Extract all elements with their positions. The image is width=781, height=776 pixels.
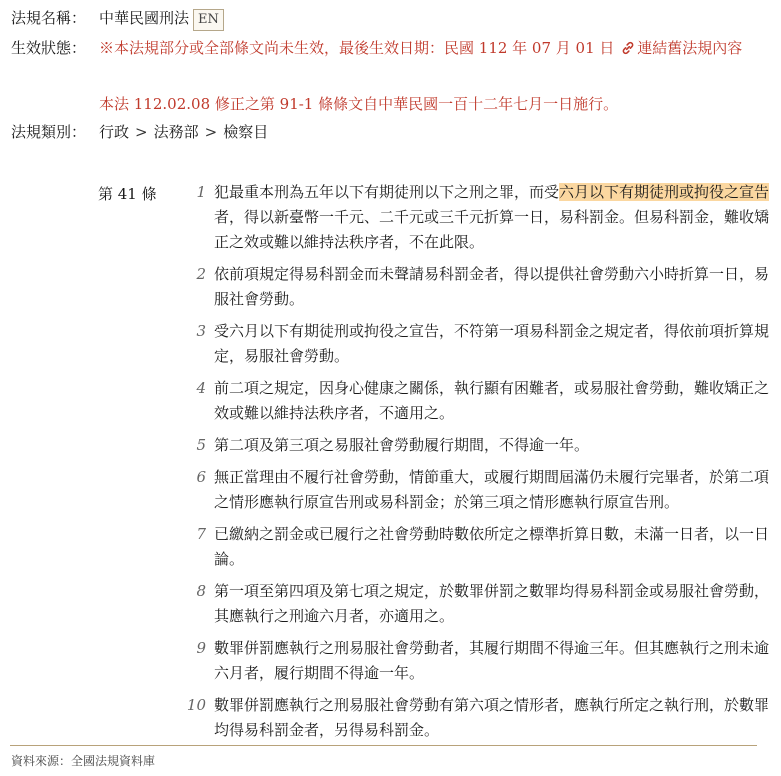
paragraph-text-segment: 第二項及第三項之易服社會勞動履行期間，不得逾一年。 — [214, 436, 590, 454]
paragraph-text — [210, 433, 772, 458]
breadcrumb — [99, 120, 268, 144]
paragraph-text — [210, 522, 772, 572]
footer-divider — [10, 745, 757, 746]
category-label: 法規類別： — [11, 123, 87, 141]
link-icon — [621, 41, 635, 55]
paragraph-text — [210, 376, 772, 426]
article-number: 第 41 條 — [98, 185, 157, 203]
law-name-row — [11, 6, 224, 31]
paragraph-number: 2 — [196, 265, 206, 283]
article-paragraph — [172, 636, 772, 686]
breadcrumb-item[interactable]: 法務部 — [153, 123, 199, 141]
category-row — [11, 120, 268, 144]
article-paragraph — [172, 522, 772, 572]
paragraph-text-segment: 已繳納之罰金或已履行之社會勞動時數依所定之標準折算日數，未滿一日者，以一日論。 — [214, 525, 770, 568]
paragraph-number: 1 — [196, 183, 206, 201]
paragraph-number: 10 — [186, 696, 206, 714]
paragraph-text-segment: 無正當理由不履行社會勞動，情節重大，或履行期間屆滿仍未履行完畢者，於第二項之情形應執行原宣告刑或易科罰金；於第三項之情形應執行原宣告刑。 — [214, 468, 770, 511]
status-row — [11, 36, 759, 60]
paragraph-text-segment: 數罪併罰應執行之刑易服社會勞動有第六項之情形者，應執行所定之執行刑，於數罪均得易科罰金者，另得易科罰金。 — [214, 696, 770, 739]
paragraph-number: 8 — [196, 582, 206, 600]
article-paragraph — [172, 319, 772, 369]
article-paragraph — [172, 180, 772, 255]
paragraph-number: 9 — [196, 639, 206, 657]
paragraph-text — [210, 180, 772, 255]
status-value — [99, 36, 759, 60]
paragraph-number: 4 — [196, 379, 206, 397]
footer-source: 資料來源：全國法規資料庫 — [11, 754, 156, 768]
status-label: 生效狀態： — [11, 39, 87, 57]
breadcrumb-item[interactable]: 行政 — [99, 123, 130, 141]
paragraph-text — [210, 636, 772, 686]
breadcrumb-separator: > — [204, 123, 218, 141]
old-law-link[interactable]: 連結舊法規內容 — [637, 39, 743, 57]
paragraph-number: 6 — [196, 468, 206, 486]
status-text: ※本法規部分或全部條文尚未生效，最後生效日期：民國 112 年 07 月 01 日 — [99, 39, 615, 57]
law-name-label: 法規名稱： — [11, 9, 87, 27]
paragraph-text — [210, 262, 772, 312]
article-paragraph — [172, 262, 772, 312]
article-paragraph — [172, 465, 772, 515]
article-paragraph — [172, 693, 772, 743]
paragraph-text-segment: 犯最重本刑為五年以下有期徒刑以下之刑之罪，而受 — [214, 183, 560, 201]
article-paragraphs — [172, 180, 772, 750]
article-paragraph — [172, 376, 772, 426]
paragraph-text — [210, 579, 772, 629]
breadcrumb-separator: > — [135, 123, 148, 141]
paragraph-number: 7 — [196, 525, 206, 543]
paragraph-text-segment: 依前項規定得易科罰金而未聲請易科罰金者，得以提供社會勞動六小時折算一日，易服社會勞動。 — [214, 265, 770, 308]
amendment-note: 本法 112.02.08 修正之第 91-1 條條文自中華民國一百十二年七月一日施行。 — [99, 95, 619, 113]
paragraph-number: 5 — [196, 436, 206, 454]
paragraph-text-segment: 數罪併罰應執行之刑易服社會勞動者，其履行期間不得逾三年。但其應執行之刑未逾六月者，履行期間不得逾一年。 — [214, 639, 770, 682]
highlighted-text: 六月以下有期徒刑或拘役之宣告 — [559, 183, 770, 201]
paragraph-text — [210, 465, 772, 515]
breadcrumb-item[interactable]: 檢察目 — [223, 123, 269, 141]
paragraph-number: 3 — [196, 322, 206, 340]
paragraph-text-segment: 前二項之規定，因身心健康之關係，執行顯有困難者，或易服社會勞動，難收矯正之效或難以維持法秩序者，不適用之。 — [214, 379, 770, 422]
article-paragraph — [172, 579, 772, 629]
paragraph-text — [210, 319, 772, 369]
law-name: 中華民國刑法 — [99, 9, 190, 27]
english-version-button[interactable]: EN — [193, 9, 224, 31]
paragraph-text-segment: 第一項至第四項及第七項之規定，於數罪併罰之數罪均得易科罰金或易服社會勞動，其應執行之刑逾六月者，亦適用之。 — [214, 582, 770, 625]
article-paragraph — [172, 433, 772, 458]
paragraph-text-segment: 者，得以新臺幣一千元、二千元或三千元折算一日，易科罰金。但易科罰金，難收矯正之效或難以維持法秩序者，不在此限。 — [214, 208, 770, 251]
paragraph-text-segment: 受六月以下有期徒刑或拘役之宣告，不符第一項易科罰金之規定者，得依前項折算規定，易服社會勞動。 — [214, 322, 770, 365]
paragraph-text — [210, 693, 772, 743]
